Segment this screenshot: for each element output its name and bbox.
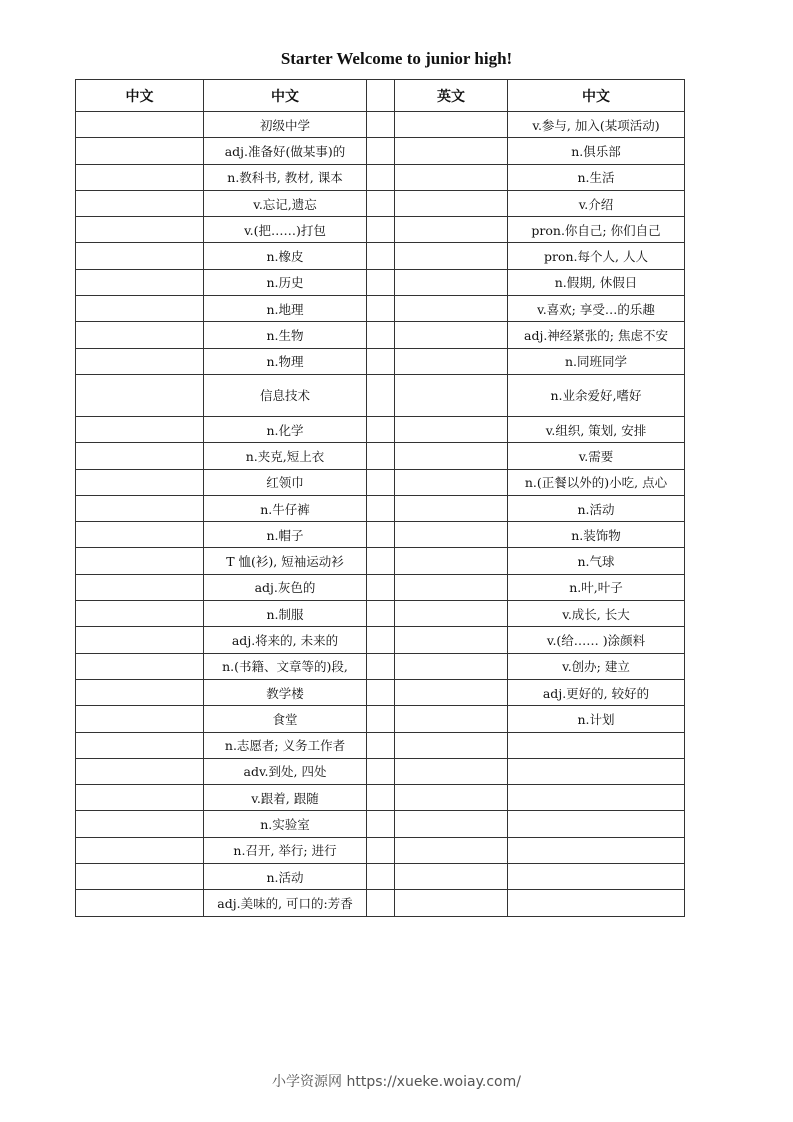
vocab-body: [76, 112, 685, 917]
table-row: [76, 138, 685, 164]
column-gap: [367, 758, 395, 784]
column-gap: [367, 112, 395, 138]
english-blank-right: [395, 890, 508, 916]
chinese-meaning-right: [508, 890, 685, 916]
table-row: [76, 522, 685, 548]
english-blank-right: [395, 601, 508, 627]
english-blank-right: [395, 243, 508, 269]
table-row: [76, 322, 685, 348]
chinese-meaning-right: pron.每个人, 人人: [508, 243, 685, 269]
english-blank-right: [395, 469, 508, 495]
chinese-meaning-left: n.实验室: [204, 811, 367, 837]
chinese-meaning-left: n.教科书, 教材, 课本: [204, 164, 367, 190]
chinese-meaning-right: v.参与, 加入(某项活动): [508, 112, 685, 138]
chinese-meaning-left: n.化学: [204, 416, 367, 442]
column-gap: [367, 164, 395, 190]
column-gap: [367, 243, 395, 269]
english-blank-right: [395, 374, 508, 416]
chinese-meaning-right: n.业余爱好,嗜好: [508, 374, 685, 416]
table-row: [76, 574, 685, 600]
english-blank-left: [76, 601, 204, 627]
table-row: [76, 469, 685, 495]
english-blank-right: [395, 627, 508, 653]
table-row: [76, 548, 685, 574]
english-blank-right: [395, 864, 508, 890]
english-blank-right: [395, 785, 508, 811]
english-blank-left: [76, 217, 204, 243]
english-blank-right: [395, 138, 508, 164]
table-row: [76, 348, 685, 374]
header-chinese-3: 中文: [508, 80, 685, 112]
column-gap: [367, 574, 395, 600]
column-gap: [367, 864, 395, 890]
chinese-meaning-left: adj.美味的, 可口的:芳香: [204, 890, 367, 916]
english-blank-left: [76, 374, 204, 416]
english-blank-left: [76, 443, 204, 469]
column-gap: [367, 653, 395, 679]
english-blank-right: [395, 190, 508, 216]
chinese-meaning-left: adj.准备好(做某事)的: [204, 138, 367, 164]
header-chinese-1: 中文: [76, 80, 204, 112]
english-blank-left: [76, 243, 204, 269]
chinese-meaning-left: n.橡皮: [204, 243, 367, 269]
english-blank-right: [395, 443, 508, 469]
chinese-meaning-left: 初级中学: [204, 112, 367, 138]
table-row: [76, 190, 685, 216]
chinese-meaning-right: v.创办; 建立: [508, 653, 685, 679]
chinese-meaning-left: n.物理: [204, 348, 367, 374]
table-row: [76, 243, 685, 269]
chinese-meaning-left: n.牛仔裤: [204, 495, 367, 521]
chinese-meaning-right: adj.更好的, 较好的: [508, 679, 685, 705]
english-blank-right: [395, 732, 508, 758]
table-row: [76, 864, 685, 890]
chinese-meaning-right: [508, 837, 685, 863]
table-row: [76, 495, 685, 521]
chinese-meaning-right: pron.你自己; 你们自己: [508, 217, 685, 243]
chinese-meaning-left: n.志愿者; 义务工作者: [204, 732, 367, 758]
table-row: [76, 679, 685, 705]
chinese-meaning-right: n.同班同学: [508, 348, 685, 374]
chinese-meaning-left: n.生物: [204, 322, 367, 348]
english-blank-left: [76, 269, 204, 295]
english-blank-right: [395, 574, 508, 600]
english-blank-right: [395, 548, 508, 574]
english-blank-left: [76, 837, 204, 863]
column-gap: [367, 627, 395, 653]
column-gap: [367, 890, 395, 916]
chinese-meaning-right: n.装饰物: [508, 522, 685, 548]
table-row: [76, 443, 685, 469]
table-row: [76, 296, 685, 322]
chinese-meaning-right: v.喜欢; 享受…的乐趣: [508, 296, 685, 322]
english-blank-left: [76, 322, 204, 348]
english-blank-left: [76, 112, 204, 138]
chinese-meaning-right: n.俱乐部: [508, 138, 685, 164]
table-row: [76, 732, 685, 758]
chinese-meaning-right: v.介绍: [508, 190, 685, 216]
english-blank-left: [76, 348, 204, 374]
chinese-meaning-right: [508, 864, 685, 890]
table-row: [76, 112, 685, 138]
english-blank-right: [395, 112, 508, 138]
chinese-meaning-left: T 恤(衫), 短袖运动衫: [204, 548, 367, 574]
english-blank-left: [76, 785, 204, 811]
chinese-meaning-right: v.需要: [508, 443, 685, 469]
english-blank-left: [76, 190, 204, 216]
english-blank-right: [395, 706, 508, 732]
chinese-meaning-left: 教学楼: [204, 679, 367, 705]
column-gap: [367, 785, 395, 811]
english-blank-right: [395, 837, 508, 863]
english-blank-left: [76, 164, 204, 190]
english-blank-left: [76, 296, 204, 322]
column-gap: [367, 374, 395, 416]
column-gap: [367, 80, 395, 112]
chinese-meaning-left: n.制服: [204, 601, 367, 627]
english-blank-right: [395, 164, 508, 190]
chinese-meaning-right: [508, 785, 685, 811]
english-blank-left: [76, 416, 204, 442]
table-row: [76, 706, 685, 732]
english-blank-left: [76, 864, 204, 890]
english-blank-left: [76, 495, 204, 521]
chinese-meaning-left: 食堂: [204, 706, 367, 732]
english-blank-left: [76, 706, 204, 732]
chinese-meaning-left: n.夹克,短上衣: [204, 443, 367, 469]
table-row: [76, 217, 685, 243]
table-row: [76, 758, 685, 784]
column-gap: [367, 443, 395, 469]
table-row: [76, 653, 685, 679]
chinese-meaning-left: n.(书籍、文章等的)段,: [204, 653, 367, 679]
table-row: [76, 164, 685, 190]
column-gap: [367, 217, 395, 243]
table-row: [76, 837, 685, 863]
column-gap: [367, 732, 395, 758]
column-gap: [367, 837, 395, 863]
english-blank-left: [76, 574, 204, 600]
english-blank-right: [395, 522, 508, 548]
column-gap: [367, 416, 395, 442]
english-blank-left: [76, 469, 204, 495]
table-row: [76, 890, 685, 916]
column-gap: [367, 811, 395, 837]
chinese-meaning-right: n.气球: [508, 548, 685, 574]
column-gap: [367, 138, 395, 164]
column-gap: [367, 469, 395, 495]
chinese-meaning-left: 信息技术: [204, 374, 367, 416]
chinese-meaning-left: n.帽子: [204, 522, 367, 548]
chinese-meaning-left: adv.到处, 四处: [204, 758, 367, 784]
english-blank-right: [395, 811, 508, 837]
table-row: [76, 785, 685, 811]
chinese-meaning-right: [508, 758, 685, 784]
chinese-meaning-left: n.活动: [204, 864, 367, 890]
column-gap: [367, 190, 395, 216]
column-gap: [367, 548, 395, 574]
english-blank-right: [395, 495, 508, 521]
chinese-meaning-right: v.(给…… )涂颜料: [508, 627, 685, 653]
chinese-meaning-left: n.召开, 举行; 进行: [204, 837, 367, 863]
header-chinese-2: 中文: [204, 80, 367, 112]
chinese-meaning-right: n.叶,叶子: [508, 574, 685, 600]
table-row: [76, 416, 685, 442]
chinese-meaning-right: [508, 732, 685, 758]
table-row: [76, 269, 685, 295]
chinese-meaning-left: 红领巾: [204, 469, 367, 495]
header-row: [76, 80, 685, 112]
chinese-meaning-right: n.计划: [508, 706, 685, 732]
column-gap: [367, 296, 395, 322]
table-row: [76, 811, 685, 837]
chinese-meaning-left: n.地理: [204, 296, 367, 322]
english-blank-left: [76, 653, 204, 679]
column-gap: [367, 269, 395, 295]
chinese-meaning-left: adj.灰色的: [204, 574, 367, 600]
chinese-meaning-left: v.跟着, 跟随: [204, 785, 367, 811]
chinese-meaning-right: v.成长, 长大: [508, 601, 685, 627]
english-blank-right: [395, 679, 508, 705]
vocab-table: [75, 79, 685, 917]
column-gap: [367, 522, 395, 548]
english-blank-right: [395, 653, 508, 679]
english-blank-left: [76, 890, 204, 916]
chinese-meaning-left: n.历史: [204, 269, 367, 295]
chinese-meaning-right: adj.神经紧张的; 焦虑不安: [508, 322, 685, 348]
english-blank-right: [395, 416, 508, 442]
chinese-meaning-right: n.假期, 休假日: [508, 269, 685, 295]
chinese-meaning-right: n.生活: [508, 164, 685, 190]
table-row: [76, 374, 685, 416]
english-blank-right: [395, 758, 508, 784]
english-blank-right: [395, 217, 508, 243]
chinese-meaning-left: v.(把……)打包: [204, 217, 367, 243]
column-gap: [367, 679, 395, 705]
table-row: [76, 627, 685, 653]
column-gap: [367, 601, 395, 627]
footer-watermark: 小学资源网 https://xueke.woiay.com/: [272, 1074, 521, 1090]
page-title: Starter Welcome to junior high!: [280, 49, 513, 68]
chinese-meaning-left: adj.将来的, 未来的: [204, 627, 367, 653]
column-gap: [367, 706, 395, 732]
chinese-meaning-right: n.(正餐以外的)小吃, 点心: [508, 469, 685, 495]
english-blank-right: [395, 269, 508, 295]
table-row: [76, 601, 685, 627]
english-blank-left: [76, 627, 204, 653]
english-blank-right: [395, 348, 508, 374]
chinese-meaning-right: [508, 811, 685, 837]
header-english: 英文: [395, 80, 508, 112]
column-gap: [367, 495, 395, 521]
english-blank-right: [395, 322, 508, 348]
chinese-meaning-right: n.活动: [508, 495, 685, 521]
chinese-meaning-right: v.组织, 策划, 安排: [508, 416, 685, 442]
english-blank-left: [76, 138, 204, 164]
chinese-meaning-left: v.忘记,遗忘: [204, 190, 367, 216]
english-blank-left: [76, 732, 204, 758]
column-gap: [367, 348, 395, 374]
column-gap: [367, 322, 395, 348]
english-blank-left: [76, 758, 204, 784]
english-blank-left: [76, 811, 204, 837]
english-blank-left: [76, 679, 204, 705]
english-blank-right: [395, 296, 508, 322]
english-blank-left: [76, 522, 204, 548]
english-blank-left: [76, 548, 204, 574]
